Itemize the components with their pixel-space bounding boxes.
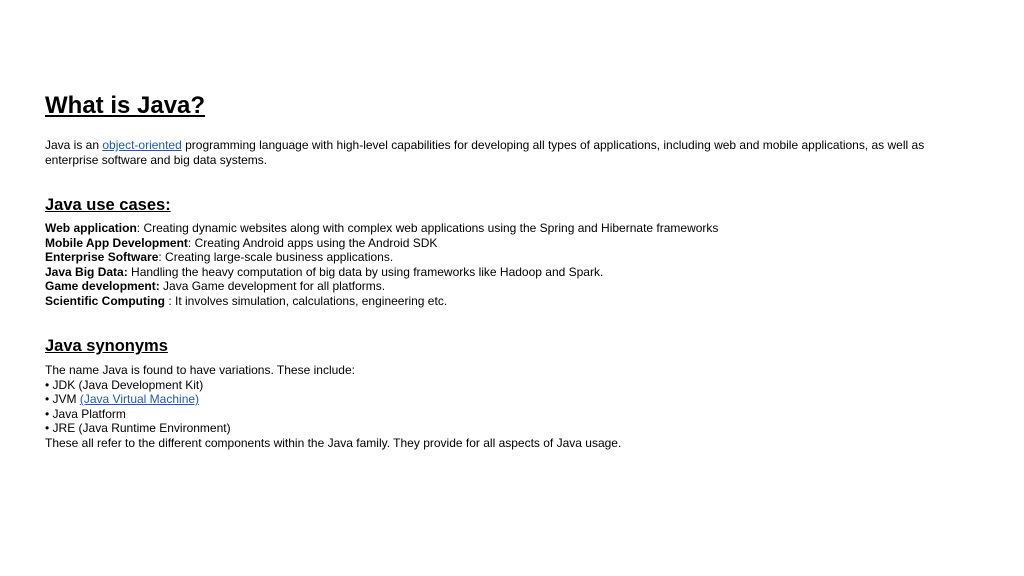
use-cases-list <box>45 221 718 309</box>
use-case-item <box>45 279 718 294</box>
use-case-desc: : Creating Android apps using the Android SDK <box>187 235 438 250</box>
use-case-item <box>45 250 718 265</box>
synonym-item: • JRE (Java Runtime Environment) <box>45 421 231 436</box>
synonym-item: • JDK (Java Development Kit) <box>45 377 204 392</box>
use-case-term: Mobile App Development <box>45 235 188 250</box>
use-case-item <box>45 236 718 251</box>
use-case-item <box>45 265 718 280</box>
use-case-term: Scientific Computing <box>45 293 165 308</box>
synonyms-list <box>45 363 621 451</box>
use-case-desc: Handling the heavy computation of big data by using frameworks like Hadoop and Spark. <box>127 264 604 279</box>
intro-prefix: Java is an <box>45 138 103 152</box>
use-case-term: Web application <box>45 221 137 235</box>
use-case-term: Enterprise Software <box>45 250 159 265</box>
use-case-term: Game development: <box>45 279 160 294</box>
use-case-item <box>45 221 718 236</box>
synonym-text: • JVM <box>45 392 80 407</box>
synonym-item: • Java Platform <box>45 406 126 421</box>
use-cases-heading: Java use cases: <box>45 196 171 214</box>
synonym-item <box>45 392 621 407</box>
object-oriented-link[interactable]: object-oriented <box>102 138 182 152</box>
intro-suffix: programming language with high-level capabilities for developing all types of applications, including web and mobile applications, as well as enterprise software and big data systems. <box>45 138 925 167</box>
use-case-desc: : Creating large-scale business applications. <box>158 250 394 265</box>
synonyms-closing: These all refer to the different components within the Java family. They provide for all aspects of Java usage. <box>45 435 622 450</box>
synonyms-lead: The name Java is found to have variations. These include: <box>45 363 355 377</box>
use-case-desc: Java Game development for all platforms. <box>159 279 386 294</box>
use-case-desc: : It involves simulation, calculations, engineering etc. <box>165 293 448 308</box>
jvm-link[interactable]: (Java Virtual Machine) <box>79 392 200 407</box>
synonyms-heading: Java synonyms <box>45 337 168 355</box>
intro-paragraph <box>45 138 980 168</box>
page-title: What is Java? <box>45 92 206 119</box>
use-case-term: Java Big Data: <box>45 264 128 279</box>
use-case-item <box>45 294 718 309</box>
use-case-desc: : Creating dynamic websites along with complex web applications using the Spring and Hibernate frameworks <box>136 221 719 235</box>
